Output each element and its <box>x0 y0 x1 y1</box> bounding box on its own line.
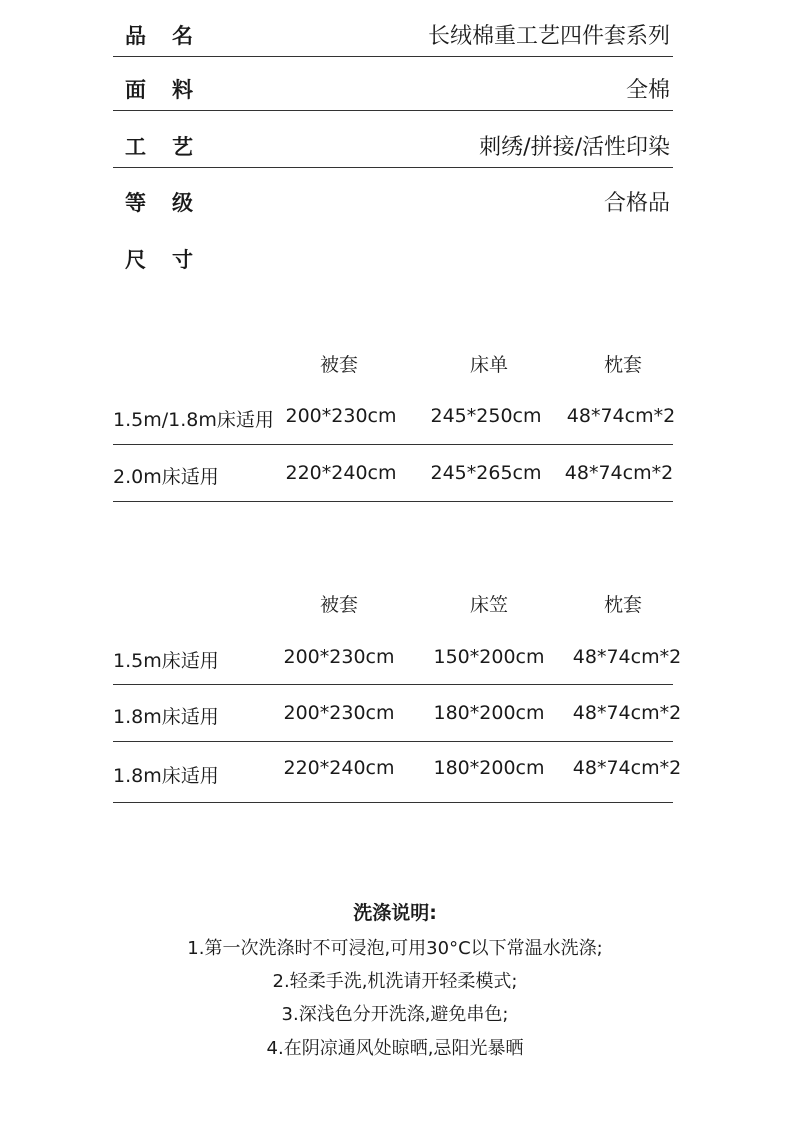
cell-bed: 1.8m床适用 <box>113 765 219 787</box>
spec-row-craft <box>113 111 673 168</box>
table-row <box>113 742 682 803</box>
header-sheet: 床笠 <box>469 594 509 616</box>
table-row <box>113 685 682 742</box>
cell-sheet: 245*250cm <box>430 405 542 427</box>
spec-label: 尺寸 <box>125 248 219 272</box>
cell-duvet: 200*230cm <box>283 646 395 668</box>
table-row <box>113 390 676 445</box>
cell-pillow: 48*74cm*2 <box>572 757 682 779</box>
cell-pillow: 48*74cm*2 <box>566 405 676 427</box>
table-header <box>113 350 673 390</box>
size-table-flat-sheet <box>113 350 676 502</box>
header-sheet: 床单 <box>469 354 509 376</box>
cell-duvet: 220*240cm <box>285 462 397 484</box>
wash-instruction-line: 2.轻柔手洗,机洗请开轻柔模式; <box>272 971 518 992</box>
spec-value: 长绒棉重工艺四件套系列 <box>427 24 670 49</box>
header-duvet: 被套 <box>319 354 359 376</box>
spec-row-name <box>113 0 673 57</box>
wash-instruction-line: 1.第一次洗涤时不可浸泡,可用30°C以下常温水洗涤; <box>187 938 603 959</box>
cell-sheet: 150*200cm <box>433 646 545 668</box>
cell-duvet: 200*230cm <box>283 702 395 724</box>
cell-sheet: 180*200cm <box>433 757 545 779</box>
spec-value: 合格品 <box>603 191 670 216</box>
header-pillow: 枕套 <box>603 354 643 376</box>
header-pillow: 枕套 <box>603 594 643 616</box>
header-duvet: 被套 <box>319 594 359 616</box>
cell-bed: 2.0m床适用 <box>113 466 219 488</box>
cell-bed: 1.8m床适用 <box>113 706 219 728</box>
cell-duvet: 200*230cm <box>285 405 397 427</box>
cell-pillow: 48*74cm*2 <box>564 462 674 484</box>
spec-row-grade <box>113 167 673 223</box>
table-row <box>113 445 673 502</box>
wash-instruction-line: 4.在阴凉通风处晾晒,忌阳光暴晒 <box>266 1038 524 1059</box>
spec-row-size <box>113 224 673 280</box>
cell-pillow: 48*74cm*2 <box>572 646 682 668</box>
cell-bed: 1.5m/1.8m床适用 <box>113 409 274 431</box>
wash-instructions-title: 洗涤说明: <box>353 902 437 924</box>
cell-duvet: 220*240cm <box>283 757 395 779</box>
spec-label: 品名 <box>125 24 219 48</box>
spec-row-fabric <box>113 54 673 111</box>
cell-sheet: 180*200cm <box>433 702 545 724</box>
spec-label: 等级 <box>125 191 219 215</box>
spec-label: 面料 <box>125 78 219 102</box>
table-header <box>113 590 673 630</box>
table-row <box>113 630 682 685</box>
wash-instruction-line: 3.深浅色分开洗涤,避免串色; <box>281 1004 509 1025</box>
size-table-fitted-sheet <box>113 590 682 803</box>
cell-pillow: 48*74cm*2 <box>572 702 682 724</box>
spec-value: 全棉 <box>625 78 670 103</box>
cell-bed: 1.5m床适用 <box>113 650 219 672</box>
spec-value: 刺绣/拼接/活性印染 <box>479 135 670 160</box>
spec-label: 工艺 <box>125 135 219 159</box>
cell-sheet: 245*265cm <box>430 462 542 484</box>
